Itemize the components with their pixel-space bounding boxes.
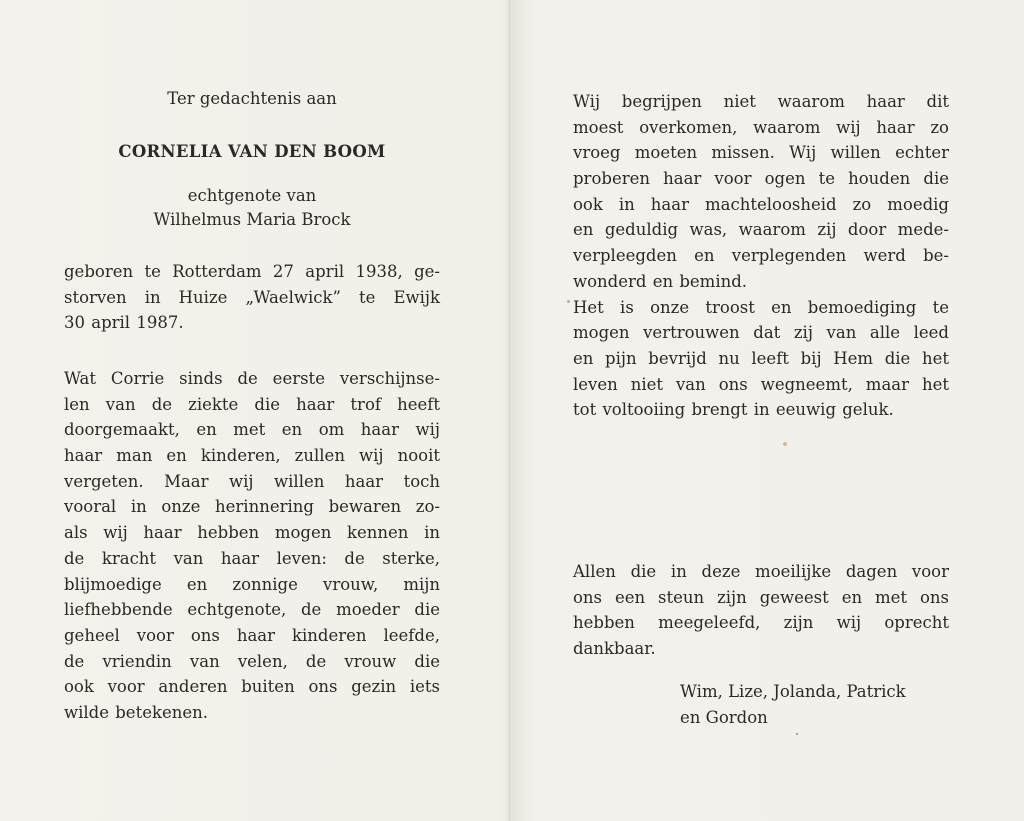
paragraph-line: blijmoedige en zonnige vrouw, mijn bbox=[64, 574, 440, 594]
signature-line: en Gordon bbox=[680, 708, 768, 727]
left-panel bbox=[0, 0, 508, 821]
thanks-paragraph bbox=[573, 559, 949, 662]
birth-death-paragraph bbox=[64, 259, 440, 336]
paper-speck bbox=[567, 300, 570, 303]
paragraph-line: en geduldig was, waarom zij door mede- bbox=[573, 220, 949, 240]
paragraph-line: Wat Corrie sinds de eerste verschijnse- bbox=[64, 369, 440, 388]
paragraph-line: ook in haar machteloosheid zo moedig bbox=[573, 194, 949, 214]
paragraph-line: Wij begrijpen niet waarom haar dit bbox=[573, 92, 949, 111]
paragraph-line: geboren te Rotterdam 27 april 1938, ge- bbox=[64, 262, 440, 281]
deceased-name: CORNELIA VAN DEN BOOM bbox=[118, 142, 386, 161]
paragraph-line: mogen vertrouwen dat zij van alle leed bbox=[573, 323, 949, 343]
paragraph-line: len van de ziekte die haar trof heeft bbox=[64, 394, 440, 414]
paragraph-line: leven niet van ons wegneemt, maar het bbox=[573, 374, 949, 394]
paper-speck bbox=[796, 733, 798, 735]
spouse-block bbox=[60, 184, 444, 232]
paragraph-line: vroeg moeten missen. Wij willen echter bbox=[573, 143, 949, 163]
paragraph-line: haar man en kinderen, zullen wij nooit bbox=[64, 446, 440, 466]
paragraph-line: ook voor anderen buiten ons gezin iets bbox=[64, 677, 440, 697]
paragraph-line: dankbaar. bbox=[573, 639, 656, 659]
paragraph-line: als wij haar hebben mogen kennen in bbox=[64, 523, 440, 543]
paragraph-line: vooral in onze herinnering bewaren zo- bbox=[64, 497, 440, 517]
paragraph-line: Allen die in deze moeilijke dagen voor bbox=[573, 562, 949, 581]
memorial-paragraph bbox=[64, 366, 440, 726]
paragraph-line: wilde betekenen. bbox=[64, 702, 208, 722]
paragraph-line: tot voltooiing brengt in eeuwig geluk. bbox=[573, 400, 894, 420]
paragraph-line: wonderd en bemind. bbox=[573, 271, 748, 291]
paragraph-line: doorgemaakt, en met en om haar wij bbox=[64, 420, 440, 440]
paragraph-line: liefhebbende echtgenote, de moeder die bbox=[64, 600, 440, 620]
paragraph-line: vergeten. Maar wij willen haar toch bbox=[64, 471, 440, 491]
paper-speck bbox=[783, 442, 787, 446]
paragraph-line: proberen haar voor ogen te houden die bbox=[573, 169, 949, 189]
spouse-line: echtgenote van bbox=[187, 186, 317, 205]
paragraph-line: Het is onze troost en bemoediging te bbox=[573, 297, 949, 317]
paragraph-line: verpleegden en verplegenden werd be- bbox=[573, 246, 949, 266]
signature-block bbox=[680, 679, 906, 731]
signature-line: Wim, Lize, Jolanda, Patrick bbox=[680, 682, 906, 701]
paragraph-line: de kracht van haar leven: de sterke, bbox=[64, 548, 440, 568]
paragraph-line: ons een steun zijn geweest en met ons bbox=[573, 587, 949, 607]
spouse-line: Wilhelmus Maria Brock bbox=[153, 210, 351, 229]
paragraph-line: de vriendin van velen, de vrouw die bbox=[64, 651, 440, 671]
paragraph-line: storven in Huize „Waelwick” te Ewijk bbox=[64, 287, 440, 307]
paragraph-line: geheel voor ons haar kinderen leefde, bbox=[64, 625, 440, 645]
reflection-paragraph bbox=[573, 89, 949, 423]
paragraph-line: 30 april 1987. bbox=[64, 313, 184, 333]
memorial-heading: Ter gedachtenis aan bbox=[167, 89, 337, 108]
paragraph-line: moest overkomen, waarom wij haar zo bbox=[573, 117, 949, 137]
paragraph-line: en pijn bevrijd nu leeft bij Hem die het bbox=[573, 348, 949, 368]
paragraph-line: hebben meegeleefd, zijn wij oprecht bbox=[573, 613, 949, 633]
